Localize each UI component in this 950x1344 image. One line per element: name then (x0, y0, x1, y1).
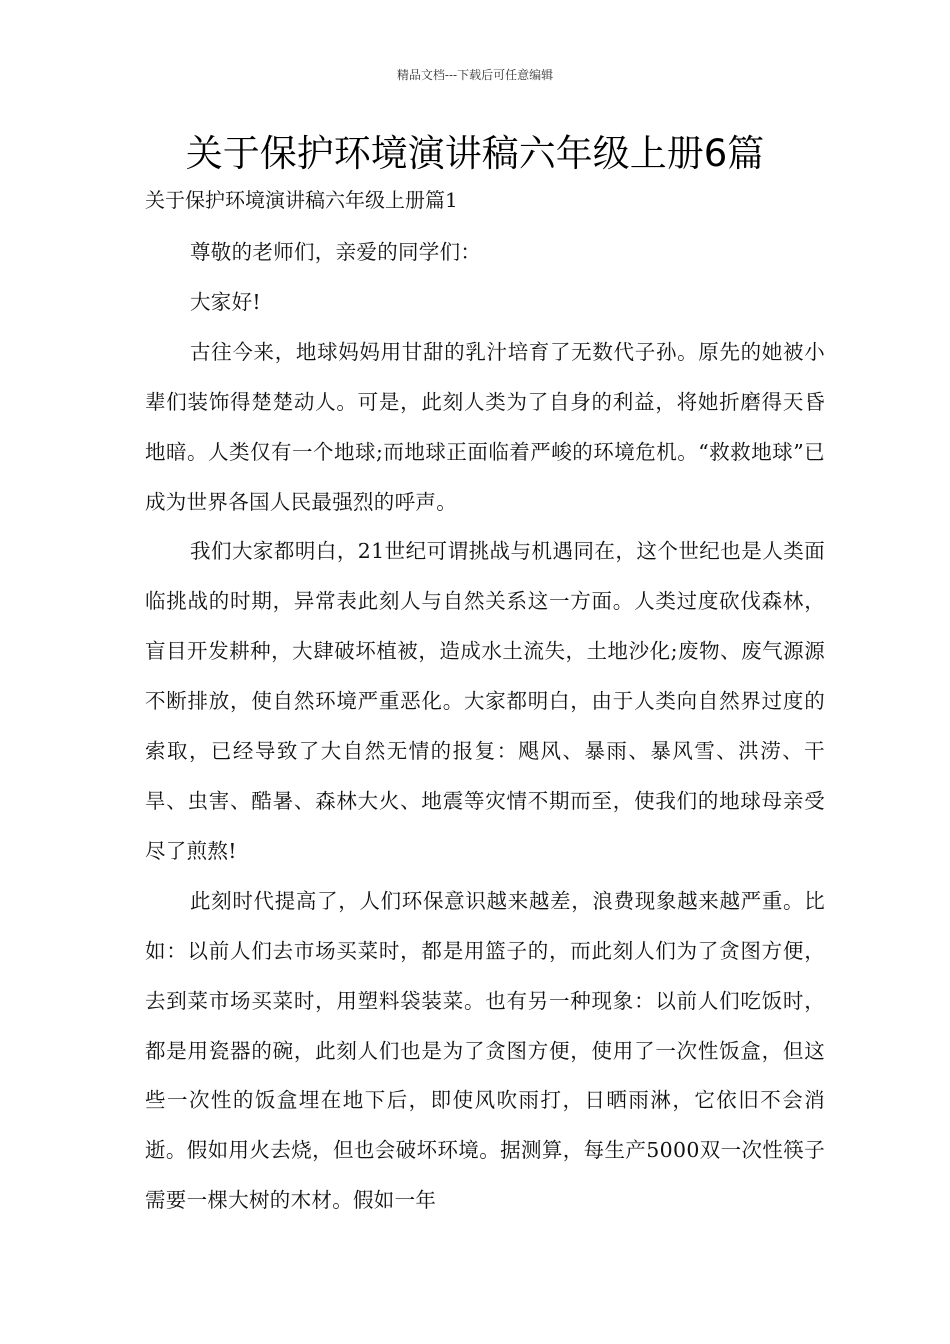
document-title: 关于保护环境演讲稿六年级上册6篇 (185, 132, 765, 175)
header-note: 精品文档---下载后可任意编辑 (396, 68, 554, 82)
paragraph: 此刻时代提高了，人们环保意识越来越差，浪费现象越来越严重。比如：以前人们去市场买菜时，都是用篮子的，而此刻人们为了贪图方便，去到菜市场买菜时，用塑料袋装菜。也有另一种现象：以前人们吃饭时，都是用瓷器的碗，此刻人们也是为了贪图方便，使用了一次性饭盒，但这些一次性的饭盒埋在地下后，即使风吹雨打，日晒雨淋，它依旧不会消逝。假如用火去烧，但也会破坏环境。据测算，每生产5000双一次性筷子需要一棵大树的木材。假如一年 (145, 888, 825, 1213)
paragraph: 古往今来，地球妈妈用甘甜的乳汁培育了无数代子孙。原先的她被小辈们装饰得楚楚动人。可是，此刻人类为了自身的利益，将她折磨得天昏地暗。人类仅有一个地球;而地球正面临着严峻的环境危机。“救救地球”已成为世界各国人民最强烈的呼声。 (145, 339, 825, 514)
paragraph-greeting: 尊敬的老师们，亲爱的同学们： (190, 240, 482, 264)
body-text (145, 228, 825, 1226)
section-heading: 关于保护环境演讲稿六年级上册篇1 (145, 188, 458, 212)
paragraph-hello: 大家好! (190, 289, 261, 314)
paragraph: 我们大家都明白，21世纪可谓挑战与机遇同在，这个世纪也是人类面临挑战的时期，异常表此刻人与自然关系这一方面。人类过度砍伐森林，盲目开发耕种，大肆破坏植被，造成水土流失，土地沙化;废物、废气源源不断排放，使自然环境严重恶化。大家都明白，由于人类向自然界过度的索取，已经导致了大自然无情的报复：飓风、暴雨、暴风雪、洪涝、干旱、虫害、酷暑、森林大火、地震等灾情不期而至，使我们的地球母亲受尽了煎熬! (145, 539, 825, 863)
